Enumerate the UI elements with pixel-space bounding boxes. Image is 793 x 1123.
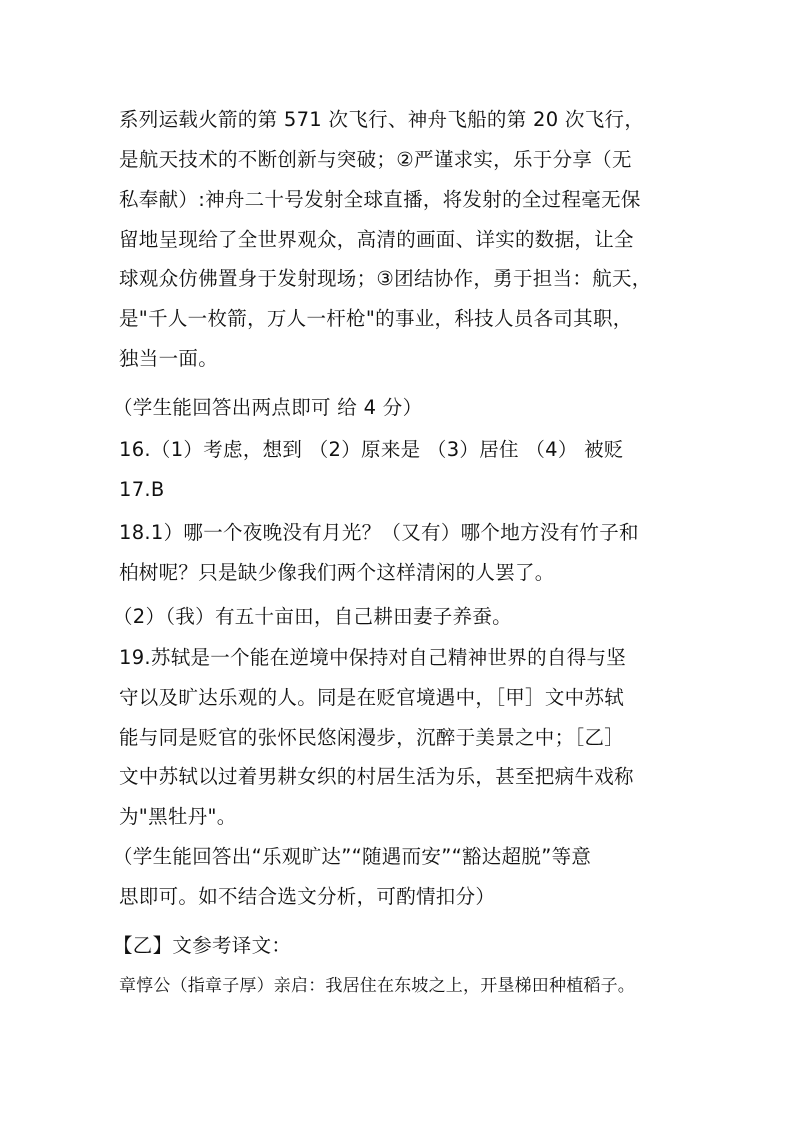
text-line-12: 柏树呢？只是缺少像我们两个这样清闲的人罢了。 [119,561,555,584]
text-line-11: 18.1）哪一个夜晚没有月光？（又有）哪个地方没有竹子和 [119,521,639,544]
text-line-21: 【乙】文参考译文： [113,934,292,957]
text-line-9: 16.（1）考虑，想到 （2）原来是 （3）居住 （4） 被贬 [119,438,624,461]
text-line-15: 守以及旷达乐观的人。同是在贬官境遇中，［甲］文中苏轼 [119,686,625,709]
text-line-7: 独当一面。 [119,347,219,370]
text-line-10: 17.B [119,478,165,501]
text-line-20: 思即可。如不结合选文分析，可酌情扣分） [119,885,496,908]
text-line-4: 留地呈现给了全世界观众，高清的画面、详实的数据，让全 [119,228,634,251]
text-line-1: 系列运载火箭的第 571 次飞行、神舟飞船的第 20 次飞行， [119,108,645,131]
text-line-18: 为"黑牡丹"。 [119,805,237,828]
text-line-14: 19.苏轼是一个能在逆境中保持对自己精神世界的自得与坚 [119,646,627,669]
text-line-13: （2）（我）有五十亩田，自己耕田妻子养蚕。 [113,605,512,628]
text-line-17: 文中苏轼以过着男耕女织的村居生活为乐，甚至把病牛戏称 [119,765,634,788]
text-line-16: 能与同是贬官的张怀民悠闲漫步，沉醉于美景之中；［乙］ [119,726,625,749]
text-line-19: （学生能回答出“乐观旷达”“随遇而安”“豁达超脱”等意 [113,845,592,868]
text-line-8: （学生能回答出两点即可 给 4 分） [113,396,423,419]
text-line-6: 是"千人一枚箭，万人一杆枪"的事业，科技人员各司其职， [119,307,633,330]
text-line-22: 章惇公（指章子厚）亲启：我居住在东坡之上，开垦梯田种植稻子。 [119,976,635,996]
text-line-3: 私奉献）:神舟二十号发射全球直播，将发射的全过程毫无保 [119,188,641,211]
text-line-5: 球观众仿佛置身于发射现场；③团结协作，勇于担当：航天， [119,267,652,290]
text-line-2: 是航天技术的不断创新与突破；②严谨求实，乐于分享（无 [119,148,632,171]
